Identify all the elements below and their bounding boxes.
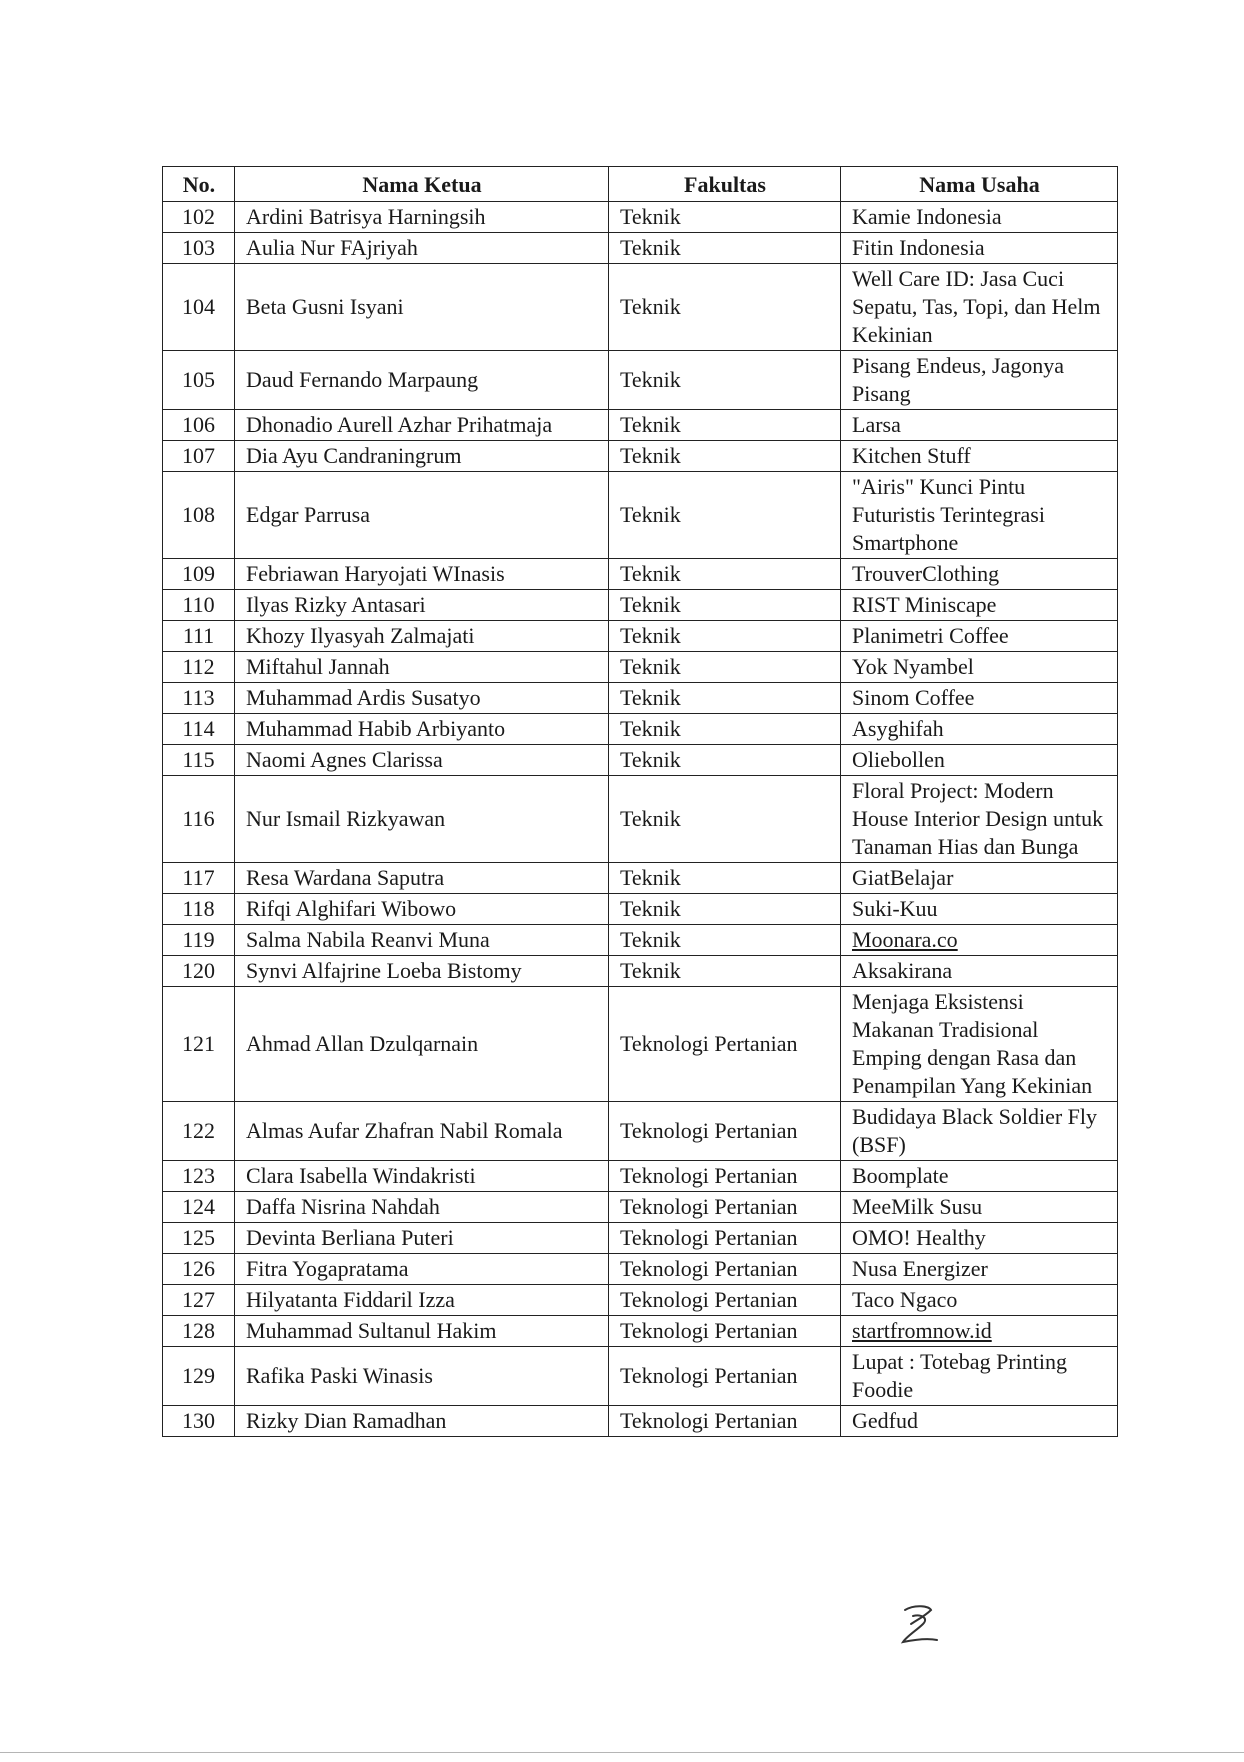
cell-nama: Khozy Ilyasyah Zalmajati	[235, 621, 609, 652]
cell-fakultas: Teknik	[609, 351, 841, 410]
table-row	[163, 559, 1118, 590]
cell-fakultas: Teknik	[609, 956, 841, 987]
cell-usaha-link[interactable]: Moonara.co	[841, 925, 1118, 956]
cell-no: 113	[163, 683, 235, 714]
cell-usaha: Oliebollen	[841, 745, 1118, 776]
cell-no: 125	[163, 1223, 235, 1254]
participant-table	[162, 166, 1118, 1437]
cell-usaha: Nusa Energizer	[841, 1254, 1118, 1285]
cell-usaha: OMO! Healthy	[841, 1223, 1118, 1254]
cell-fakultas: Teknik	[609, 264, 841, 351]
handwritten-initial-signature	[895, 1600, 947, 1650]
cell-no: 105	[163, 351, 235, 410]
cell-nama: Muhammad Sultanul Hakim	[235, 1316, 609, 1347]
table-row	[163, 1347, 1118, 1406]
cell-fakultas: Teknik	[609, 776, 841, 863]
cell-no: 129	[163, 1347, 235, 1406]
table-row	[163, 1285, 1118, 1316]
cell-nama: Dia Ayu Candraningrum	[235, 441, 609, 472]
table-row	[163, 264, 1118, 351]
table-row	[163, 410, 1118, 441]
cell-usaha: Asyghifah	[841, 714, 1118, 745]
cell-fakultas: Teknologi Pertanian	[609, 1316, 841, 1347]
cell-nama: Ardini Batrisya Harningsih	[235, 202, 609, 233]
cell-usaha: Pisang Endeus, Jagonya Pisang	[841, 351, 1118, 410]
cell-fakultas: Teknik	[609, 621, 841, 652]
cell-usaha-link[interactable]: startfromnow.id	[841, 1316, 1118, 1347]
cell-nama: Miftahul Jannah	[235, 652, 609, 683]
table-row	[163, 683, 1118, 714]
cell-no: 104	[163, 264, 235, 351]
scan-edge-line	[0, 1752, 1244, 1753]
cell-no: 117	[163, 863, 235, 894]
cell-nama: Synvi Alfajrine Loeba Bistomy	[235, 956, 609, 987]
cell-nama: Aulia Nur FAjriyah	[235, 233, 609, 264]
cell-usaha: Suki-Kuu	[841, 894, 1118, 925]
cell-no: 116	[163, 776, 235, 863]
cell-fakultas: Teknologi Pertanian	[609, 987, 841, 1102]
cell-fakultas: Teknologi Pertanian	[609, 1406, 841, 1437]
cell-nama: Rafika Paski Winasis	[235, 1347, 609, 1406]
cell-fakultas: Teknik	[609, 863, 841, 894]
cell-fakultas: Teknik	[609, 202, 841, 233]
cell-fakultas: Teknik	[609, 745, 841, 776]
table-row	[163, 1254, 1118, 1285]
cell-nama: Muhammad Habib Arbiyanto	[235, 714, 609, 745]
cell-nama: Nur Ismail Rizkyawan	[235, 776, 609, 863]
cell-nama: Hilyatanta Fiddaril Izza	[235, 1285, 609, 1316]
cell-nama: Devinta Berliana Puteri	[235, 1223, 609, 1254]
cell-no: 123	[163, 1161, 235, 1192]
cell-no: 103	[163, 233, 235, 264]
cell-nama: Ahmad Allan Dzulqarnain	[235, 987, 609, 1102]
cell-no: 107	[163, 441, 235, 472]
table-row	[163, 590, 1118, 621]
table-row	[163, 894, 1118, 925]
table-row	[163, 1102, 1118, 1161]
cell-usaha: Larsa	[841, 410, 1118, 441]
table-row	[163, 745, 1118, 776]
cell-usaha: TrouverClothing	[841, 559, 1118, 590]
cell-nama: Dhonadio Aurell Azhar Prihatmaja	[235, 410, 609, 441]
cell-nama: Naomi Agnes Clarissa	[235, 745, 609, 776]
cell-nama: Febriawan Haryojati WInasis	[235, 559, 609, 590]
table-row	[163, 863, 1118, 894]
cell-fakultas: Teknologi Pertanian	[609, 1192, 841, 1223]
cell-usaha: Kitchen Stuff	[841, 441, 1118, 472]
cell-fakultas: Teknik	[609, 233, 841, 264]
cell-no: 119	[163, 925, 235, 956]
cell-fakultas: Teknik	[609, 894, 841, 925]
cell-no: 112	[163, 652, 235, 683]
cell-fakultas: Teknik	[609, 441, 841, 472]
table-row	[163, 1192, 1118, 1223]
cell-nama: Resa Wardana Saputra	[235, 863, 609, 894]
cell-nama: Ilyas Rizky Antasari	[235, 590, 609, 621]
cell-usaha: Menjaga Eksistensi Makanan Tradisional Emping dengan Rasa dan Penampilan Yang Kekinian	[841, 987, 1118, 1102]
cell-usaha: Taco Ngaco	[841, 1285, 1118, 1316]
table-row	[163, 1316, 1118, 1347]
cell-no: 120	[163, 956, 235, 987]
cell-fakultas: Teknik	[609, 925, 841, 956]
cell-nama: Rizky Dian Ramadhan	[235, 1406, 609, 1437]
cell-no: 122	[163, 1102, 235, 1161]
cell-no: 124	[163, 1192, 235, 1223]
cell-no: 128	[163, 1316, 235, 1347]
cell-fakultas: Teknik	[609, 683, 841, 714]
table-row	[163, 472, 1118, 559]
table-header-row	[163, 167, 1118, 202]
cell-no: 106	[163, 410, 235, 441]
cell-no: 109	[163, 559, 235, 590]
cell-usaha: MeeMilk Susu	[841, 1192, 1118, 1223]
cell-usaha: Well Care ID: Jasa Cuci Sepatu, Tas, Topi, dan Helm Kekinian	[841, 264, 1118, 351]
cell-fakultas: Teknik	[609, 590, 841, 621]
cell-nama: Daud Fernando Marpaung	[235, 351, 609, 410]
table-row	[163, 1223, 1118, 1254]
table-row	[163, 621, 1118, 652]
cell-fakultas: Teknologi Pertanian	[609, 1254, 841, 1285]
cell-nama: Almas Aufar Zhafran Nabil Romala	[235, 1102, 609, 1161]
cell-usaha: RIST Miniscape	[841, 590, 1118, 621]
table-row	[163, 652, 1118, 683]
cell-nama: Beta Gusni Isyani	[235, 264, 609, 351]
cell-no: 118	[163, 894, 235, 925]
table-row	[163, 351, 1118, 410]
cell-nama: Clara Isabella Windakristi	[235, 1161, 609, 1192]
cell-usaha: Aksakirana	[841, 956, 1118, 987]
table-row	[163, 233, 1118, 264]
cell-usaha: GiatBelajar	[841, 863, 1118, 894]
cell-fakultas: Teknologi Pertanian	[609, 1102, 841, 1161]
cell-no: 126	[163, 1254, 235, 1285]
table-row	[163, 202, 1118, 233]
cell-no: 111	[163, 621, 235, 652]
cell-nama: Daffa Nisrina Nahdah	[235, 1192, 609, 1223]
table-row	[163, 714, 1118, 745]
cell-usaha: Lupat : Totebag Printing Foodie	[841, 1347, 1118, 1406]
cell-no: 127	[163, 1285, 235, 1316]
header-no: No.	[163, 167, 235, 202]
cell-fakultas: Teknologi Pertanian	[609, 1285, 841, 1316]
cell-fakultas: Teknik	[609, 652, 841, 683]
cell-no: 108	[163, 472, 235, 559]
cell-fakultas: Teknik	[609, 559, 841, 590]
cell-usaha: Budidaya Black Soldier Fly (BSF)	[841, 1102, 1118, 1161]
cell-usaha: Gedfud	[841, 1406, 1118, 1437]
table-row	[163, 987, 1118, 1102]
cell-nama: Salma Nabila Reanvi Muna	[235, 925, 609, 956]
cell-usaha: Yok Nyambel	[841, 652, 1118, 683]
cell-usaha: Floral Project: Modern House Interior Design untuk Tanaman Hias dan Bunga	[841, 776, 1118, 863]
cell-fakultas: Teknik	[609, 714, 841, 745]
cell-usaha: Planimetri Coffee	[841, 621, 1118, 652]
cell-nama: Muhammad Ardis Susatyo	[235, 683, 609, 714]
table-row	[163, 441, 1118, 472]
cell-nama: Rifqi Alghifari Wibowo	[235, 894, 609, 925]
header-nama-usaha: Nama Usaha	[841, 167, 1118, 202]
cell-usaha: "Airis" Kunci Pintu Futuristis Terintegrasi Smartphone	[841, 472, 1118, 559]
cell-fakultas: Teknologi Pertanian	[609, 1161, 841, 1192]
table-row	[163, 1406, 1118, 1437]
cell-fakultas: Teknik	[609, 472, 841, 559]
cell-fakultas: Teknik	[609, 410, 841, 441]
table-row	[163, 776, 1118, 863]
cell-fakultas: Teknologi Pertanian	[609, 1347, 841, 1406]
header-fakultas: Fakultas	[609, 167, 841, 202]
cell-no: 115	[163, 745, 235, 776]
header-nama-ketua: Nama Ketua	[235, 167, 609, 202]
cell-no: 130	[163, 1406, 235, 1437]
cell-no: 114	[163, 714, 235, 745]
cell-usaha: Fitin Indonesia	[841, 233, 1118, 264]
cell-usaha: Kamie Indonesia	[841, 202, 1118, 233]
cell-no: 110	[163, 590, 235, 621]
table-row	[163, 956, 1118, 987]
cell-fakultas: Teknologi Pertanian	[609, 1223, 841, 1254]
cell-usaha: Boomplate	[841, 1161, 1118, 1192]
cell-usaha: Sinom Coffee	[841, 683, 1118, 714]
cell-no: 102	[163, 202, 235, 233]
cell-nama: Edgar Parrusa	[235, 472, 609, 559]
cell-no: 121	[163, 987, 235, 1102]
table-row	[163, 925, 1118, 956]
cell-nama: Fitra Yogapratama	[235, 1254, 609, 1285]
table-row	[163, 1161, 1118, 1192]
